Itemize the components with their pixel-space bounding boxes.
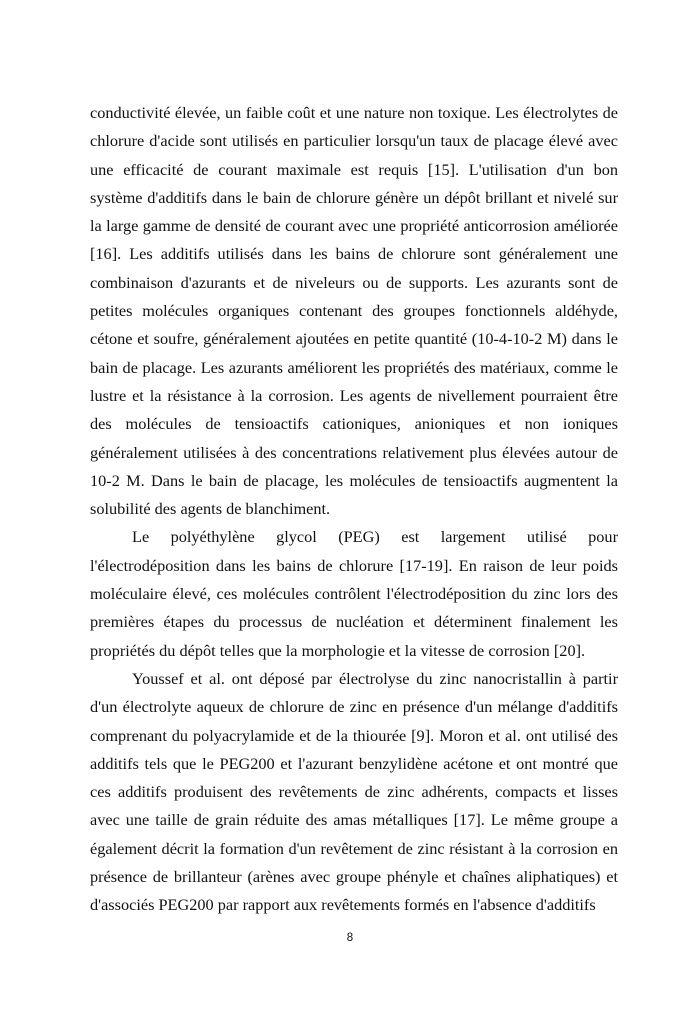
paragraph-youssef: Youssef et al. ont déposé par électrolyse du zinc nanocristallin à partir d'un électrolyte aqueux de chlorure de zinc en présence d'un mélange d'additifs comprenant du polyacrylamide et de la thiourée [9]. Moron et al. ont utilisé des additifs tels que le PEG200 et l'azurant benzylidène acétone et ont montré que ces additifs produisent des revêtements de zinc adhérents, compacts et lisses avec une taille de grain réduite des amas métalliques [17]. Le même groupe a également décrit la formation d'un revêtement de zinc résistant à la corrosion en présence de brillanteur (arènes avec groupe phényle et chaînes aliphatiques) et d'associés PEG200 par rapport aux revêtements formés en l'absence d'additifs: [90, 668, 618, 915]
paragraph-continuation: conductivité élevée, un faible coût et une nature non toxique. Les électrolytes de chlorure d'acide sont utilisés en particulier lorsqu'un taux de placage élevé avec une efficacité de courant maximale est requis [15]. L'utilisation d'un bon système d'additifs dans le bain de chlorure génère un dépôt brillant et nivelé sur la large gamme de densité de courant avec une propriété anticorrosion améliorée [16]. Les additifs utilisés dans les bains de chlorure sont généralement une combinaison d'azurants et de niveleurs ou de supports. Les azurants sont de petites molécules organiques contenant des groupes fonctionnels aldéhyde, cétone et soufre, généralement ajoutées en petite quantité (10-4-10-2 M) dans le bain de placage. Les azurants améliorent les propriétés des matériaux, comme le lustre et la résistance à la corrosion. Les agents de nivellement pourraient être des molécules de tensioactifs cationiques, anioniques et non ioniques généralement utilisées à des concentrations relativement plus élevées autour de 10-2 M. Dans le bain de placage, les molécules de tensioactifs augmentent la solubilité des agents de blanchiment.: [90, 103, 618, 519]
paragraph-peg: Le polyéthylène glycol (PEG) est largement utilisé pour l'électrodéposition dans les bains de chlorure [17-19]. En raison de leur poids moléculaire élevé, ces molécules contrôlent l'électrodéposition du zinc lors des premières étapes du processus de nucléation et déterminent finalement les propriétés du dépôt telles que la morphologie et la vitesse de corrosion [20].: [90, 527, 618, 660]
page-number: 8: [346, 932, 354, 944]
body-text: [90, 99, 618, 920]
